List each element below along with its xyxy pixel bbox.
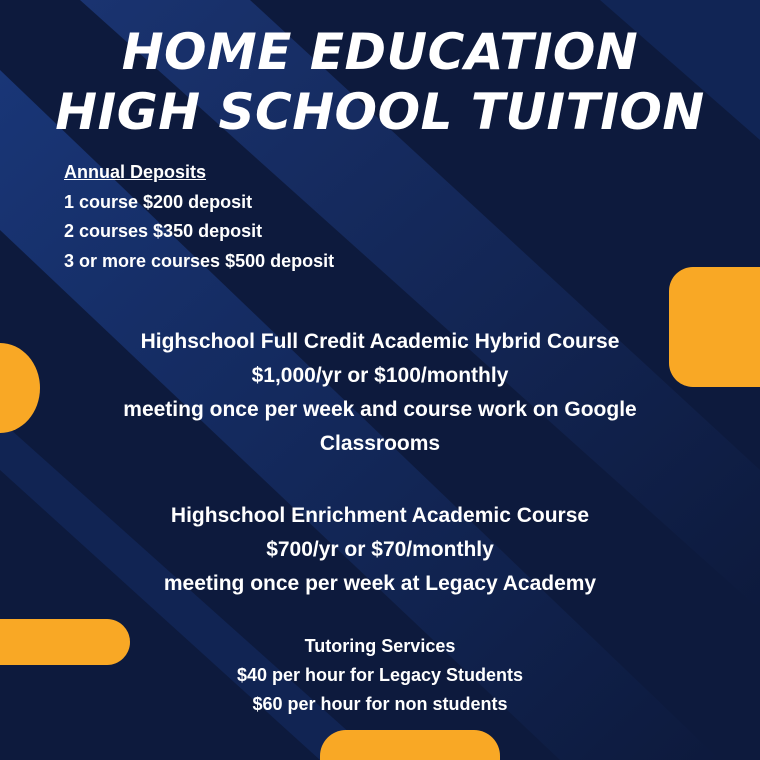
hybrid-course-desc-line-2: Classrooms bbox=[319, 432, 441, 455]
page-title bbox=[0, 22, 760, 142]
tutoring-name: Tutoring Services bbox=[304, 636, 456, 656]
tutoring-rate-non-students: $60 per hour for non students bbox=[252, 694, 508, 714]
deposit-item-2-courses: 2 courses $350 deposit bbox=[64, 221, 263, 241]
enrichment-course-desc: meeting once per week at Legacy Academy bbox=[163, 572, 597, 595]
tutoring-section bbox=[0, 632, 760, 719]
enrichment-course-section bbox=[0, 499, 760, 601]
enrichment-course-name: Highschool Enrichment Academic Course bbox=[170, 504, 590, 527]
annual-deposits-section bbox=[64, 158, 334, 276]
enrichment-course-price: $700/yr or $70/monthly bbox=[266, 538, 494, 561]
accent-shape-bottom bbox=[320, 730, 500, 760]
hybrid-course-desc-line-1: meeting once per week and course work on Google bbox=[123, 398, 637, 421]
tutoring-rate-legacy: $40 per hour for Legacy Students bbox=[236, 665, 524, 685]
hybrid-course-price: $1,000/yr or $100/monthly bbox=[251, 364, 509, 387]
hybrid-course-name: Highschool Full Credit Academic Hybrid Course bbox=[140, 330, 620, 353]
deposits-heading: Annual Deposits bbox=[64, 162, 207, 182]
hybrid-course-section bbox=[0, 325, 760, 461]
deposit-item-3-courses: 3 or more courses $500 deposit bbox=[64, 250, 335, 271]
title-line-2: HIGH SCHOOL TUITION bbox=[55, 83, 705, 141]
title-line-1: HOME EDUCATION bbox=[121, 23, 639, 81]
deposit-item-1-course: 1 course $200 deposit bbox=[64, 191, 253, 212]
